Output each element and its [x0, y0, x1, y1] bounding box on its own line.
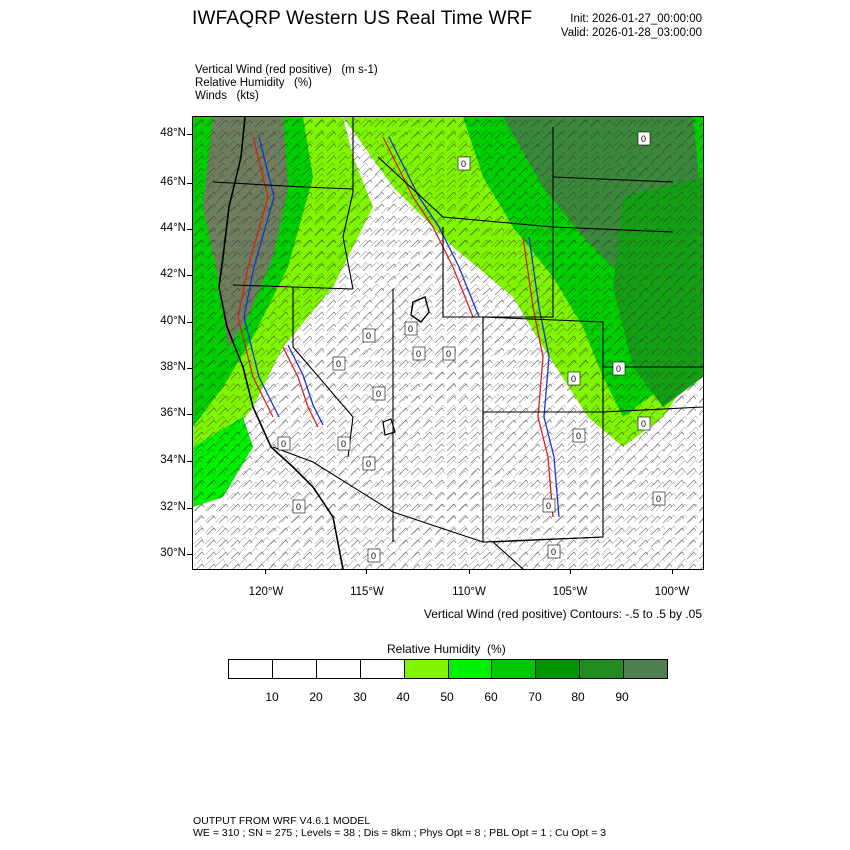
- svg-text:0: 0: [408, 324, 414, 334]
- colorbar-box-4: [361, 660, 405, 678]
- tick-lat-42: [187, 275, 192, 276]
- svg-text:0: 0: [336, 359, 342, 369]
- model-config: WE = 310 ; SN = 275 ; Levels = 38 ; Dis = 8km ; Phys Opt = 8 ; PBL Opt = 1 ; Cu Opt = 3: [193, 827, 607, 839]
- svg-text:0: 0: [576, 431, 582, 441]
- lat-label-38: 38°N: [160, 361, 186, 373]
- svg-text:0: 0: [641, 419, 647, 429]
- field-winds: Winds (kts): [195, 90, 259, 102]
- tick-lat-48: [187, 134, 192, 135]
- contour-label: [278, 437, 290, 450]
- colorbar-label: 20: [309, 690, 323, 704]
- tick-lat-46: [187, 183, 192, 184]
- svg-text:0: 0: [296, 502, 302, 512]
- svg-text:0: 0: [656, 494, 662, 504]
- contour-label: [543, 499, 555, 512]
- colorbar-box-2: [273, 660, 317, 678]
- lat-label-44: 44°N: [160, 222, 186, 234]
- colorbar-label: 50: [440, 690, 454, 704]
- contour-label: [368, 549, 380, 562]
- contour-label: [573, 429, 585, 442]
- tick-lat-32: [187, 508, 192, 509]
- tick-lat-36: [187, 414, 192, 415]
- svg-text:0: 0: [551, 547, 557, 557]
- lat-label-36: 36°N: [160, 407, 186, 419]
- contour-label: [338, 437, 350, 450]
- svg-text:0: 0: [446, 349, 452, 359]
- field-list: [195, 64, 378, 103]
- colorbar-label: 60: [484, 690, 498, 704]
- model-version: OUTPUT FROM WRF V4.6.1 MODEL: [193, 815, 371, 827]
- colorbar-title: Relative Humidity (%): [387, 642, 506, 656]
- contour-label: [373, 387, 385, 400]
- colorbar-box-5: [405, 660, 449, 678]
- contour-label: [653, 492, 665, 505]
- field-vertical-wind: Vertical Wind (red positive) (m s-1): [195, 64, 378, 76]
- tick-lat-34: [187, 461, 192, 462]
- svg-text:0: 0: [376, 389, 382, 399]
- tick-lon-115: [366, 569, 367, 574]
- tick-lon-110: [469, 569, 470, 574]
- lat-label-32: 32°N: [160, 501, 186, 513]
- svg-text:0: 0: [366, 331, 372, 341]
- colorbar-label: 70: [528, 690, 542, 704]
- svg-text:0: 0: [616, 364, 622, 374]
- contour-note: Vertical Wind (red positive) Contours: -.5 to .5 by .05: [423, 607, 702, 621]
- svg-text:0: 0: [366, 459, 372, 469]
- svg-text:0: 0: [461, 159, 467, 169]
- colorbar-box-10: [624, 660, 667, 678]
- colorbar-box-6: [449, 660, 493, 678]
- init-time: Init: 2026-01-27_00:00:00: [570, 13, 702, 25]
- colorbar-label: 10: [265, 690, 279, 704]
- svg-text:0: 0: [281, 439, 287, 449]
- field-relative-humidity: Relative Humidity (%): [195, 77, 312, 89]
- tick-lon-100: [672, 569, 673, 574]
- model-info: [193, 815, 606, 839]
- lat-label-48: 48°N: [160, 127, 186, 139]
- colorbar-box-8: [536, 660, 580, 678]
- map-title: IWFAQRP Western US Real Time WRF: [192, 8, 533, 29]
- lon-label-120: 120°W: [248, 586, 284, 598]
- tick-lat-40: [187, 322, 192, 323]
- lat-label-30: 30°N: [160, 547, 186, 559]
- colorbar-label: 30: [353, 690, 367, 704]
- colorbar-label: 80: [571, 690, 585, 704]
- map-graphic: [193, 117, 703, 569]
- tick-lon-120: [265, 569, 266, 574]
- tick-lat-30: [187, 554, 192, 555]
- lat-label-46: 46°N: [160, 176, 186, 188]
- colorbar-box-9: [580, 660, 624, 678]
- svg-text:0: 0: [371, 551, 377, 561]
- valid-time: Valid: 2026-01-28_03:00:00: [560, 27, 702, 39]
- svg-text:0: 0: [546, 501, 552, 511]
- contour-label: [568, 372, 580, 385]
- contour-label: [638, 417, 650, 430]
- svg-text:0: 0: [571, 374, 577, 384]
- tick-lat-44: [187, 229, 192, 230]
- svg-text:0: 0: [641, 134, 647, 144]
- lat-label-42: 42°N: [160, 268, 186, 280]
- colorbar-box-7: [492, 660, 536, 678]
- tick-lon-105: [570, 569, 571, 574]
- contour-label: [333, 357, 345, 370]
- colorbar-box-1: [229, 660, 273, 678]
- colorbar-box-3: [317, 660, 361, 678]
- lon-label-115: 115°W: [350, 586, 384, 598]
- lon-label-110: 110°W: [452, 586, 486, 598]
- contour-label: [458, 157, 470, 170]
- contour-label: [405, 322, 417, 335]
- colorbar: [228, 659, 668, 679]
- contour-label: [443, 347, 455, 360]
- svg-text:0: 0: [416, 349, 422, 359]
- lat-label-34: 34°N: [160, 454, 186, 466]
- contour-label: [613, 362, 625, 375]
- contour-label: [548, 545, 560, 558]
- map-panel: [192, 116, 704, 570]
- tick-lat-38: [187, 368, 192, 369]
- contour-label: [413, 347, 425, 360]
- lon-label-100: 100°W: [654, 586, 690, 598]
- svg-text:0: 0: [341, 439, 347, 449]
- colorbar-label: 40: [396, 690, 410, 704]
- contour-label: [293, 500, 305, 513]
- lon-label-105: 105°W: [552, 586, 588, 598]
- lat-label-40: 40°N: [160, 315, 186, 327]
- run-times: [561, 12, 702, 40]
- colorbar-label: 90: [615, 690, 629, 704]
- contour-label: [363, 457, 375, 470]
- contour-label: [638, 132, 650, 145]
- contour-label: [363, 329, 375, 342]
